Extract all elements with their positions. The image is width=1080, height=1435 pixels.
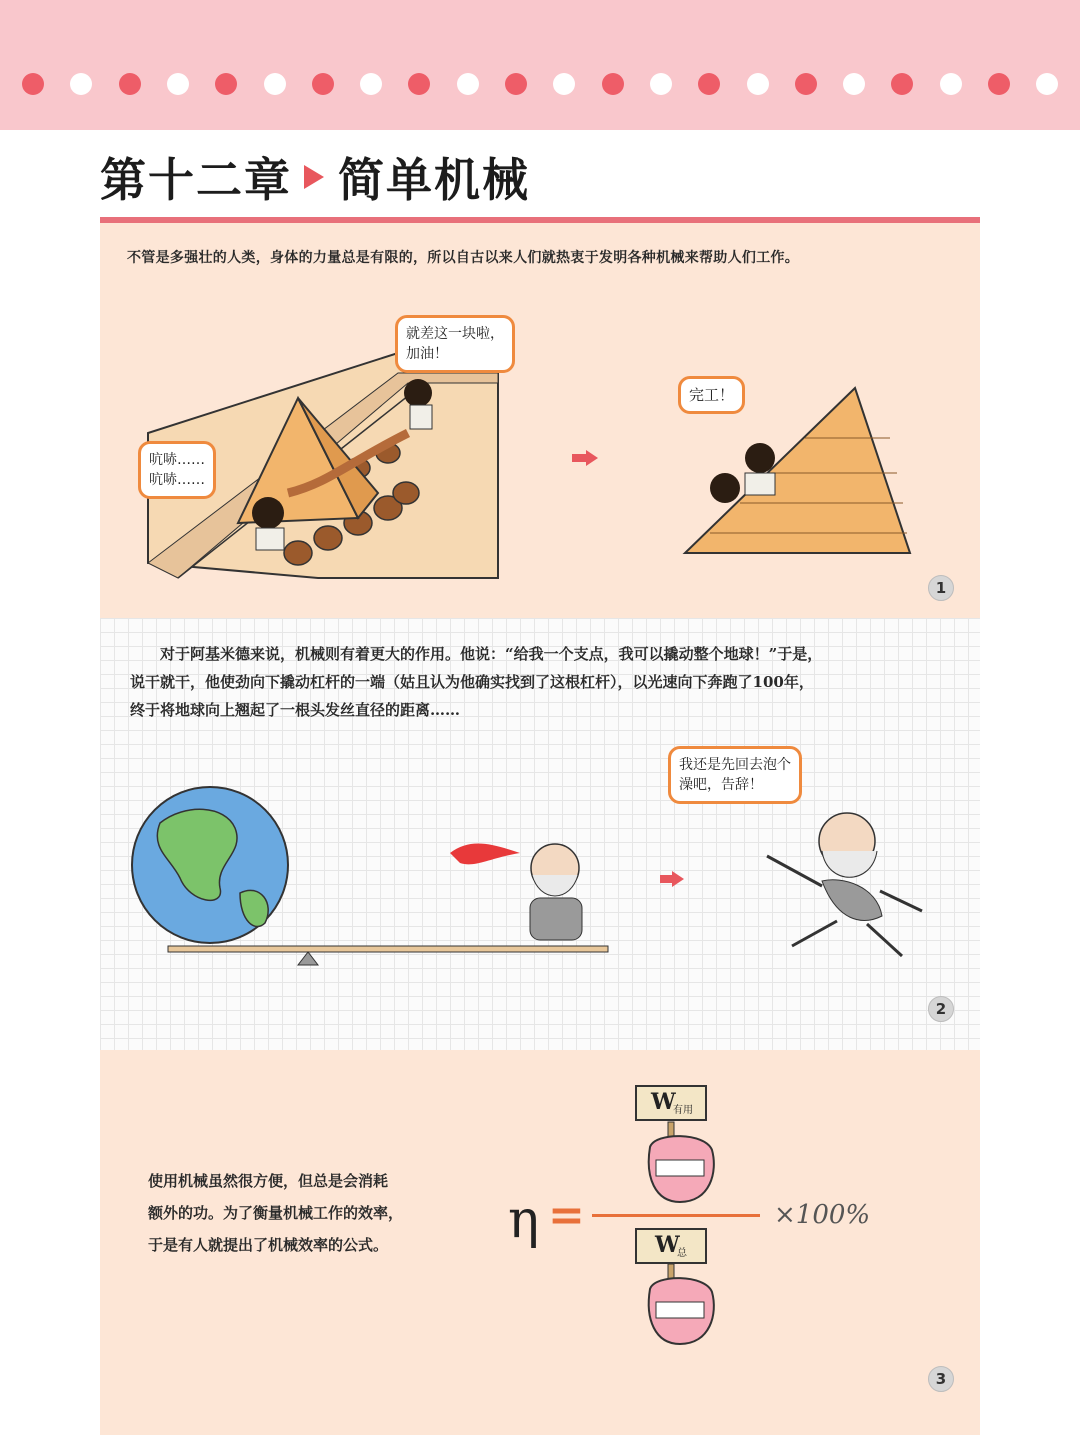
decorative-dot (70, 73, 92, 95)
panel2-text-line: 终于将地球向上翘起了一根头发丝直径的距离…… (130, 701, 461, 719)
chapter-number: 第十二章 (100, 153, 292, 207)
panel3-text-line: 使用机械虽然很方便，但总是会消耗 (148, 1172, 389, 1190)
panel2-text (130, 640, 970, 724)
top-decorative-band (0, 0, 1080, 130)
decorative-dot (747, 73, 769, 95)
decorative-dot (505, 73, 527, 95)
panel-archimedes (100, 618, 980, 1050)
decorative-dot (553, 73, 575, 95)
decorative-dot (312, 73, 334, 95)
decorative-dot (167, 73, 189, 95)
decorative-dot (1036, 73, 1058, 95)
decorative-dot (795, 73, 817, 95)
decorative-dot (698, 73, 720, 95)
panel2-text-line: 说干就干，他使劲向下撬动杠杆的一端（姑且认为他确实找到了这根杠杆），以光速向下奔跑了100年， (130, 673, 814, 691)
right-arrow-icon (660, 871, 684, 887)
decorative-dot (650, 73, 672, 95)
multiplier-text: ×100% (774, 1200, 871, 1230)
decorative-dot (940, 73, 962, 95)
running-archimedes-illustration (752, 796, 942, 961)
panel-pyramid (100, 223, 980, 618)
panel2-text-line: 对于阿基米德来说，机械则有着更大的作用。他说：“给我一个支点，我可以撬动整个地球！”于是， (160, 645, 823, 663)
decorative-dot (215, 73, 237, 95)
decorative-dot (119, 73, 141, 95)
eta-symbol: η (508, 1190, 540, 1250)
triangle-arrow-icon (304, 165, 324, 189)
decorative-dot (408, 73, 430, 95)
panel-efficiency (100, 1050, 980, 1435)
speech-bubble-archimedes: 我还是先回去泡个 澡吧，告辞！ (668, 746, 802, 804)
decorative-dot (988, 73, 1010, 95)
numerator-creature-illustration (640, 1122, 720, 1204)
denominator-sign: W 总 (635, 1228, 707, 1264)
speech-bubble-pusher: 吭哧…… 吭哧…… (138, 441, 216, 499)
earth-lever-illustration (130, 783, 610, 973)
equals-sign: = (548, 1190, 585, 1241)
decorative-dot (360, 73, 382, 95)
panel-number-badge: 3 (928, 1366, 954, 1392)
speech-bubble-done: 完工！ (678, 376, 745, 414)
decorative-dot (843, 73, 865, 95)
decorative-dot (22, 73, 44, 95)
panel-number-badge: 1 (928, 575, 954, 601)
panel1-text: 不管是多强壮的人类，身体的力量总是有限的，所以自古以来人们就热衷于发明各种机械来帮助人们工作。 (127, 250, 800, 266)
dot-row (0, 73, 1080, 97)
panel3-text (148, 1165, 468, 1261)
chapter-title: 简单机械 (338, 153, 530, 207)
chapter-heading (100, 145, 530, 209)
decorative-dot (602, 73, 624, 95)
panel3-text-line: 额外的功。为了衡量机械工作的效率， (148, 1204, 404, 1222)
speech-bubble-worker: 就差这一块啦， 加油！ (395, 315, 515, 373)
decorative-dot (457, 73, 479, 95)
panel-number-badge: 2 (928, 996, 954, 1022)
decorative-dot (891, 73, 913, 95)
right-arrow-icon (572, 450, 598, 466)
denominator-creature-illustration (640, 1264, 720, 1346)
numerator-sign: W 有用 (635, 1085, 707, 1121)
decorative-dot (264, 73, 286, 95)
panel3-text-line: 于是有人就提出了机械效率的公式。 (148, 1236, 389, 1254)
fraction-bar (592, 1214, 760, 1217)
